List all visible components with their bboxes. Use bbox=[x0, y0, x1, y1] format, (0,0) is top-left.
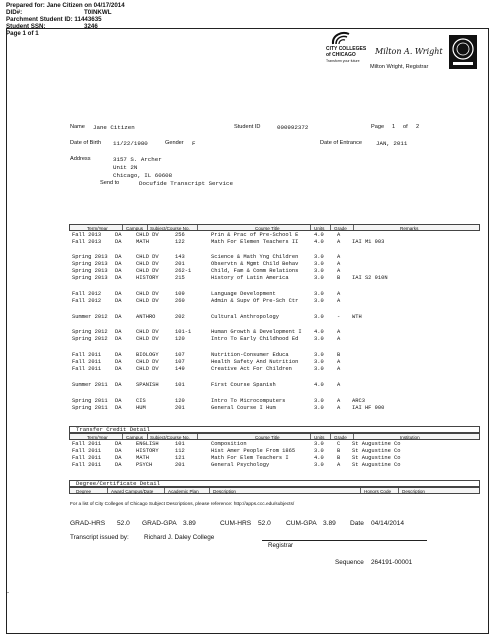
prepared-for: Prepared for: Jane Citizen on 04/17/2014 bbox=[6, 2, 125, 9]
course-cell: ARC3 bbox=[352, 398, 365, 404]
course-cell: 3.0 bbox=[314, 275, 324, 281]
gender-value: F bbox=[192, 140, 196, 147]
page-total: 2 bbox=[416, 124, 420, 130]
course-cell: 101-1 bbox=[175, 329, 192, 335]
course-cell: MATH bbox=[136, 239, 149, 245]
page-label: Page bbox=[371, 124, 385, 130]
course-cell: DA bbox=[115, 239, 122, 245]
course-cell: A bbox=[337, 405, 341, 411]
course-cell: 201 bbox=[175, 261, 185, 267]
dcol-honors-desc: Description bbox=[402, 488, 425, 494]
cum-hrs-label: CUM-HRS bbox=[220, 520, 252, 527]
course-cell: CHLD DV bbox=[136, 298, 159, 304]
course-cell: IAI S2 910N bbox=[352, 275, 388, 281]
grad-hrs-value: 52.0 bbox=[117, 520, 130, 527]
cum-gpa-label: CUM-GPA bbox=[286, 520, 317, 527]
transfer-cell: 101 bbox=[175, 441, 185, 447]
course-cell: 107 bbox=[175, 359, 185, 365]
course-cell: A bbox=[337, 254, 341, 260]
course-cell: 120 bbox=[175, 398, 185, 404]
transfer-cell: Composition bbox=[211, 441, 247, 447]
date-value: 04/14/2014 bbox=[371, 520, 405, 527]
course-cell: 149 bbox=[175, 366, 185, 372]
course-cell: Nutrition-Consumer Educa bbox=[211, 352, 289, 358]
course-cell: First Course Spanish bbox=[211, 382, 276, 388]
transfer-cell: B bbox=[337, 448, 341, 454]
course-cell: BIOLOGY bbox=[136, 352, 159, 358]
transfer-cell: DA bbox=[115, 448, 122, 454]
transfer-cell: Hist Amer People From 1865 bbox=[211, 448, 296, 454]
course-cell: Spring 2012 bbox=[72, 329, 108, 335]
course-cell: 120 bbox=[175, 336, 185, 342]
transfer-cell: Fall 2011 bbox=[72, 448, 102, 454]
course-cell: A bbox=[337, 359, 341, 365]
gender-label: Gender bbox=[165, 140, 184, 146]
course-cell: DA bbox=[115, 382, 122, 388]
did-label: DID#: bbox=[6, 9, 23, 16]
course-cell: Creative Act For Children bbox=[211, 366, 292, 372]
course-cell: Summer 2012 bbox=[72, 314, 108, 320]
course-cell: 260 bbox=[175, 298, 185, 304]
course-cell: A bbox=[337, 268, 341, 274]
course-cell: Observtn & Mgmt Child Behav bbox=[211, 261, 299, 267]
transfer-cell: St Augustine Co bbox=[352, 462, 401, 468]
college-name: CITY COLLEGES of CHICAGO bbox=[326, 46, 367, 58]
course-cell: Child, Fam & Comm Relations bbox=[211, 268, 299, 274]
course-cell: General Course I Hum bbox=[211, 405, 276, 411]
course-cell: A bbox=[337, 291, 341, 297]
transfer-cell: PSYCH bbox=[136, 462, 153, 468]
course-cell: IAI M1 903 bbox=[352, 239, 385, 245]
course-cell: 3.0 bbox=[314, 405, 324, 411]
course-cell: WTH bbox=[352, 314, 362, 320]
transfer-cell: St Augustine Co bbox=[352, 441, 401, 447]
course-cell: DA bbox=[115, 291, 122, 297]
course-cell: CIS bbox=[136, 398, 146, 404]
did-value: T0INKWL bbox=[84, 9, 112, 16]
course-cell: A bbox=[337, 366, 341, 372]
course-cell: 3.0 bbox=[314, 398, 324, 404]
issued-by: Richard J. Daley College bbox=[144, 534, 215, 541]
transfer-cell: Fall 2011 bbox=[72, 462, 102, 468]
tcol-subject: Subject/Course No. bbox=[150, 434, 190, 440]
course-cell: CHLD DV bbox=[136, 291, 159, 297]
issued-label: Transcript issued by: bbox=[70, 534, 129, 541]
course-cell: Spring 2011 bbox=[72, 398, 108, 404]
col-grade: Grade bbox=[334, 225, 347, 231]
page-of: of bbox=[403, 124, 408, 130]
student-name: Jane Citizen bbox=[93, 124, 135, 131]
address-line2: Unit 2N bbox=[113, 164, 138, 171]
degree-title: Degree/Certificate Detail bbox=[69, 480, 480, 487]
transfer-cell: 201 bbox=[175, 462, 185, 468]
course-cell: DA bbox=[115, 232, 122, 238]
subject-note: For a list of City Colleges of Chicago Subject Descriptions, please reference: http://apps.ccc.edu/subjects/ bbox=[70, 502, 295, 507]
course-cell: Science & Math Yng Children bbox=[211, 254, 299, 260]
tcol-grade: Grade bbox=[334, 434, 347, 440]
registrar-label: Registrar bbox=[268, 542, 294, 549]
course-cell: 3.0 bbox=[314, 268, 324, 274]
transfer-title: Transfer Credit Detail bbox=[69, 426, 480, 433]
course-cell: DA bbox=[115, 336, 122, 342]
course-cell: A bbox=[337, 232, 341, 238]
course-cell: HUM bbox=[136, 405, 146, 411]
course-cell: 109 bbox=[175, 291, 185, 297]
course-cell: Math For Elemen Teachers II bbox=[211, 239, 299, 245]
transfer-cell: HISTORY bbox=[136, 448, 159, 454]
course-cell: Spring 2011 bbox=[72, 405, 108, 411]
course-cell: Language Development bbox=[211, 291, 276, 297]
course-cell: CHLD DV bbox=[136, 359, 159, 365]
col-remarks: Remarks bbox=[400, 225, 419, 231]
tcol-campus: Campus bbox=[126, 434, 144, 440]
course-cell: 4.0 bbox=[314, 239, 324, 245]
transfer-cell: 121 bbox=[175, 455, 185, 461]
course-cell: Spring 2013 bbox=[72, 268, 108, 274]
dcol-award: Award Campus/Date bbox=[111, 488, 154, 494]
tcol-title: Course Title bbox=[255, 434, 280, 440]
entrance-value: JAN, 2011 bbox=[376, 140, 408, 147]
page-number: 1 bbox=[392, 124, 396, 130]
transfer-cell: 3.0 bbox=[314, 441, 324, 447]
course-cell: A bbox=[337, 329, 341, 335]
course-cell: 3.0 bbox=[314, 366, 324, 372]
sequence-label: Sequence bbox=[335, 559, 364, 566]
send-to-value: Docufide Transcript Service bbox=[139, 180, 233, 187]
course-cell: 3.0 bbox=[314, 254, 324, 260]
course-cell: DA bbox=[115, 268, 122, 274]
grad-hrs-label: GRAD-HRS bbox=[70, 520, 106, 527]
course-cell: 3.0 bbox=[314, 359, 324, 365]
course-cell: HISTORY bbox=[136, 275, 159, 281]
course-cell: B bbox=[337, 352, 341, 358]
cum-gpa-value: 3.89 bbox=[323, 520, 336, 527]
course-cell: ANTHRO bbox=[136, 314, 156, 320]
grad-gpa-label: GRAD-GPA bbox=[142, 520, 177, 527]
course-cell: 201 bbox=[175, 405, 185, 411]
sequence-value: 264191-00001 bbox=[371, 559, 413, 566]
tcol-institution: Institution bbox=[400, 434, 420, 440]
course-cell: 4.0 bbox=[314, 329, 324, 335]
transfer-cell: MATH bbox=[136, 455, 149, 461]
transfer-cell: DA bbox=[115, 455, 122, 461]
course-cell: DA bbox=[115, 314, 122, 320]
transfer-cell: St Augustine Co bbox=[352, 455, 401, 461]
registrar-name: Milton Wright, Registrar bbox=[370, 64, 429, 70]
course-cell: Admin & Supv Of Pre-Sch Ctr bbox=[211, 298, 299, 304]
address-line3: Chicago, IL 60608 bbox=[113, 172, 173, 179]
grad-gpa-value: 3.89 bbox=[183, 520, 196, 527]
course-cell: Prin & Prac of Pre-School E bbox=[211, 232, 299, 238]
course-cell: Spring 2013 bbox=[72, 261, 108, 267]
course-cell: Fall 2013 bbox=[72, 239, 102, 245]
parchment-id: Parchment Student ID: 11443635 bbox=[6, 16, 102, 23]
course-cell: CHLD DV bbox=[136, 261, 159, 267]
course-cell: CHLD DV bbox=[136, 254, 159, 260]
dcol-description: Description bbox=[213, 488, 236, 494]
course-cell: 262-1 bbox=[175, 268, 192, 274]
course-cell: A bbox=[337, 239, 341, 245]
course-cell: A bbox=[337, 261, 341, 267]
transfer-cell: 3.0 bbox=[314, 462, 324, 468]
course-cell: 215 bbox=[175, 275, 185, 281]
course-cell: CHLD DV bbox=[136, 268, 159, 274]
course-cell: 256 bbox=[175, 232, 185, 238]
course-cell: A bbox=[337, 398, 341, 404]
course-cell: Fall 2011 bbox=[72, 359, 102, 365]
ssn-label: Student SSN: bbox=[6, 23, 46, 30]
course-cell: 3.0 bbox=[314, 298, 324, 304]
course-cell: 4.0 bbox=[314, 382, 324, 388]
col-units: Units bbox=[314, 225, 325, 231]
course-cell: Spring 2012 bbox=[72, 336, 108, 342]
course-cell: CHLD DV bbox=[136, 366, 159, 372]
course-cell: A bbox=[337, 382, 341, 388]
transfer-cell: Fall 2011 bbox=[72, 455, 102, 461]
course-cell: Spring 2013 bbox=[72, 275, 108, 281]
course-cell: Fall 2013 bbox=[72, 232, 102, 238]
course-cell: IAI HF 900 bbox=[352, 405, 385, 411]
course-table-header bbox=[69, 224, 480, 231]
course-cell: DA bbox=[115, 398, 122, 404]
tcol-term: Term/Year bbox=[87, 434, 108, 440]
transfer-table-header bbox=[69, 433, 480, 440]
course-cell: DA bbox=[115, 352, 122, 358]
course-cell: Intro To Microcomputers bbox=[211, 398, 286, 404]
transfer-cell: ENGLISH bbox=[136, 441, 159, 447]
student-id: 000992372 bbox=[277, 124, 309, 131]
address-label: Address bbox=[70, 156, 91, 162]
course-cell: 3.0 bbox=[314, 261, 324, 267]
course-cell: DA bbox=[115, 359, 122, 365]
transfer-cell: Math For Elem Teachers I bbox=[211, 455, 289, 461]
col-campus: Campus bbox=[126, 225, 144, 231]
transfer-cell: 3.0 bbox=[314, 448, 324, 454]
course-cell: 122 bbox=[175, 239, 185, 245]
course-cell: DA bbox=[115, 405, 122, 411]
transfer-cell: DA bbox=[115, 462, 122, 468]
college-tagline: Transform your future bbox=[326, 59, 360, 63]
course-cell: Intro To Early Childhood Ed bbox=[211, 336, 299, 342]
col-subject: Subject/Course No. bbox=[150, 225, 190, 231]
course-cell: DA bbox=[115, 254, 122, 260]
course-cell: 3.0 bbox=[314, 352, 324, 358]
course-cell: - bbox=[337, 314, 341, 320]
transfer-cell: C bbox=[337, 441, 341, 447]
course-cell: DA bbox=[115, 366, 122, 372]
course-cell: CHLD DV bbox=[136, 232, 159, 238]
margin-dash: - bbox=[7, 590, 9, 596]
degree-table-header bbox=[69, 487, 480, 494]
course-cell: Fall 2012 bbox=[72, 291, 102, 297]
dcol-degree: Degree bbox=[76, 488, 92, 494]
transfer-cell: DA bbox=[115, 441, 122, 447]
dob-value: 11/22/1980 bbox=[113, 140, 148, 147]
course-cell: 101 bbox=[175, 382, 185, 388]
course-cell: DA bbox=[115, 329, 122, 335]
transfer-cell: 4.0 bbox=[314, 455, 324, 461]
signature-line bbox=[262, 540, 427, 541]
dcol-plan: Academic Plan bbox=[168, 488, 199, 494]
address-line1: 3157 S. Archer bbox=[113, 156, 162, 163]
course-cell: Fall 2012 bbox=[72, 298, 102, 304]
course-cell: DA bbox=[115, 275, 122, 281]
transfer-cell: B bbox=[337, 455, 341, 461]
course-cell: Human Growth & Development I bbox=[211, 329, 302, 335]
course-cell: 3.0 bbox=[314, 314, 324, 320]
send-to-label: Send to bbox=[100, 180, 120, 186]
course-cell: 4.0 bbox=[314, 232, 324, 238]
dcol-honors: Honors Code bbox=[364, 488, 392, 494]
ssn-value: 3246 bbox=[84, 23, 98, 30]
tcol-units: Units bbox=[314, 434, 325, 440]
dob-label: Date of Birth bbox=[70, 140, 102, 146]
registrar-signature: Milton A. Wright bbox=[375, 47, 443, 56]
course-cell: Spring 2013 bbox=[72, 254, 108, 260]
course-cell: 202 bbox=[175, 314, 185, 320]
col-term: Term/Year bbox=[87, 225, 108, 231]
course-cell: 107 bbox=[175, 352, 185, 358]
student-id-label: Student ID bbox=[234, 124, 261, 130]
cum-hrs-value: 52.0 bbox=[258, 520, 271, 527]
course-cell: A bbox=[337, 298, 341, 304]
course-cell: 3.0 bbox=[314, 336, 324, 342]
transfer-cell: Fall 2011 bbox=[72, 441, 102, 447]
page-count: Page 1 of 1 bbox=[6, 30, 39, 37]
course-cell: Cultural Anthropology bbox=[211, 314, 279, 320]
course-cell: Health Safety And Nutrition bbox=[211, 359, 299, 365]
course-cell: CHLD DV bbox=[136, 329, 159, 335]
course-cell: 3.0 bbox=[314, 291, 324, 297]
course-cell: Fall 2011 bbox=[72, 366, 102, 372]
col-title: Course Title bbox=[255, 225, 280, 231]
course-cell: DA bbox=[115, 261, 122, 267]
course-cell: History of Latin America bbox=[211, 275, 289, 281]
course-cell: A bbox=[337, 336, 341, 342]
course-cell: Summer 2011 bbox=[72, 382, 108, 388]
course-cell: B bbox=[337, 275, 341, 281]
course-cell: SPANISH bbox=[136, 382, 159, 388]
entrance-label: Date of Entrance bbox=[320, 140, 362, 146]
transfer-cell: A bbox=[337, 462, 341, 468]
transfer-cell: General Psychology bbox=[211, 462, 270, 468]
course-cell: Fall 2011 bbox=[72, 352, 102, 358]
course-cell: 143 bbox=[175, 254, 185, 260]
transfer-cell: 112 bbox=[175, 448, 185, 454]
course-cell: CHLD DV bbox=[136, 336, 159, 342]
date-label: Date bbox=[350, 520, 364, 527]
transfer-cell: St Augustine Co bbox=[352, 448, 401, 454]
name-label: Name bbox=[70, 124, 85, 130]
course-cell: DA bbox=[115, 298, 122, 304]
